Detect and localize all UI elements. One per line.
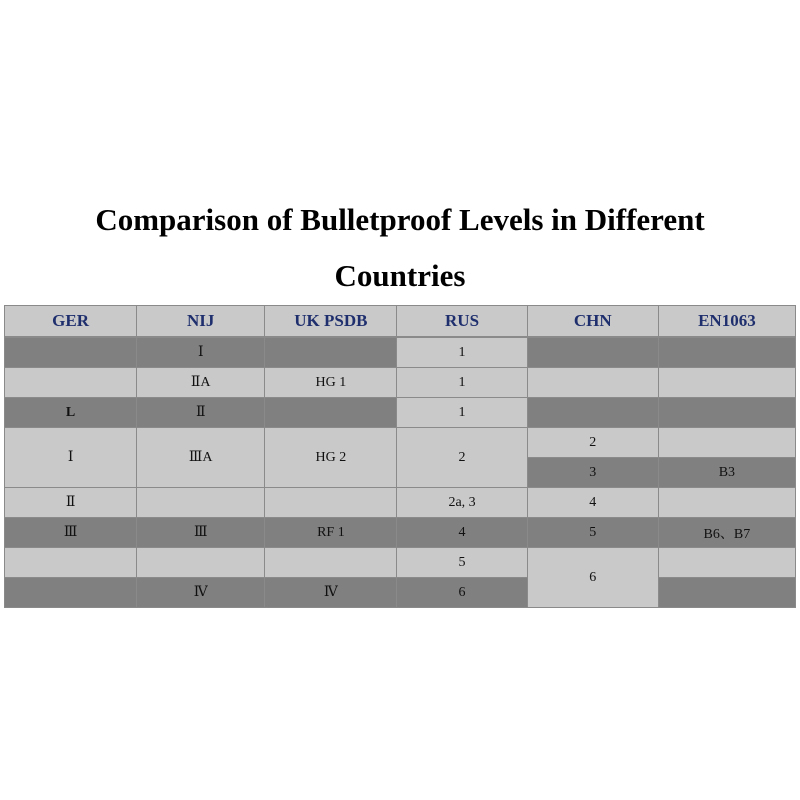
- header-en1063: EN1063: [659, 306, 795, 337]
- cell-chn: [528, 368, 658, 397]
- cell-rus: 2: [397, 428, 526, 487]
- title-line-2: Countries: [334, 258, 466, 293]
- cell-en1063: [659, 548, 795, 577]
- table-row: [5, 398, 795, 427]
- cell-uk-psdb: [265, 548, 396, 577]
- cell-rus: 5: [397, 548, 526, 577]
- cell-nij: [137, 548, 264, 577]
- header-ger: GER: [5, 306, 136, 337]
- cell-nij: Ⅳ: [137, 578, 264, 607]
- comparison-table: [4, 305, 796, 608]
- header-chn: CHN: [528, 306, 658, 337]
- cell-ger: Ⅰ: [5, 428, 136, 487]
- page-title: [0, 192, 800, 304]
- header-rus: RUS: [397, 306, 526, 337]
- cell-en1063: [659, 488, 795, 517]
- cell-nij: ⅡA: [137, 368, 264, 397]
- cell-chn: [528, 398, 658, 427]
- table-row: [5, 338, 795, 367]
- cell-chn: [528, 338, 658, 367]
- cell-uk-psdb: Ⅳ: [265, 578, 396, 607]
- cell-uk-psdb: RF 1: [265, 518, 396, 547]
- cell-uk-psdb: [265, 488, 396, 517]
- cell-chn: 6: [528, 548, 658, 607]
- cell-ger: Ⅲ: [5, 518, 136, 547]
- table-row: [5, 518, 795, 547]
- cell-uk-psdb: [265, 338, 396, 367]
- cell-nij: [137, 488, 264, 517]
- header-row: [5, 306, 795, 337]
- header-nij: NIJ: [137, 306, 264, 337]
- table-row: [5, 548, 795, 577]
- cell-rus: 1: [397, 398, 526, 427]
- cell-rus: 4: [397, 518, 526, 547]
- cell-en1063: [659, 368, 795, 397]
- cell-en1063: [659, 338, 795, 367]
- cell-ger: [5, 548, 136, 577]
- cell-chn: 2: [528, 428, 658, 457]
- cell-ger: Ⅱ: [5, 488, 136, 517]
- cell-ger: [5, 368, 136, 397]
- header-uk-psdb: UK PSDB: [265, 306, 396, 337]
- cell-chn: 4: [528, 488, 658, 517]
- cell-ger: [5, 338, 136, 367]
- cell-nij: Ⅲ: [137, 518, 264, 547]
- cell-en1063: [659, 398, 795, 427]
- cell-en1063: [659, 578, 795, 607]
- cell-ger: L: [5, 398, 136, 427]
- cell-en1063: B6、B7: [659, 518, 795, 547]
- table-row: [5, 488, 795, 517]
- cell-nij: ⅢA: [137, 428, 264, 487]
- cell-uk-psdb: [265, 398, 396, 427]
- cell-nij: Ⅰ: [137, 338, 264, 367]
- cell-nij: Ⅱ: [137, 398, 264, 427]
- table-row: [5, 578, 795, 607]
- cell-en1063: B3: [659, 458, 795, 487]
- cell-chn: 3: [528, 458, 658, 487]
- table-row: [5, 428, 795, 457]
- cell-rus: 1: [397, 338, 526, 367]
- title-line-1: Comparison of Bulletproof Levels in Different: [95, 202, 705, 237]
- cell-rus: 2a, 3: [397, 488, 526, 517]
- cell-en1063: [659, 428, 795, 457]
- cell-rus: 1: [397, 368, 526, 397]
- cell-uk-psdb: HG 2: [265, 428, 396, 487]
- cell-chn: 5: [528, 518, 658, 547]
- cell-uk-psdb: HG 1: [265, 368, 396, 397]
- table-row: [5, 368, 795, 397]
- cell-ger: [5, 578, 136, 607]
- cell-rus: 6: [397, 578, 526, 607]
